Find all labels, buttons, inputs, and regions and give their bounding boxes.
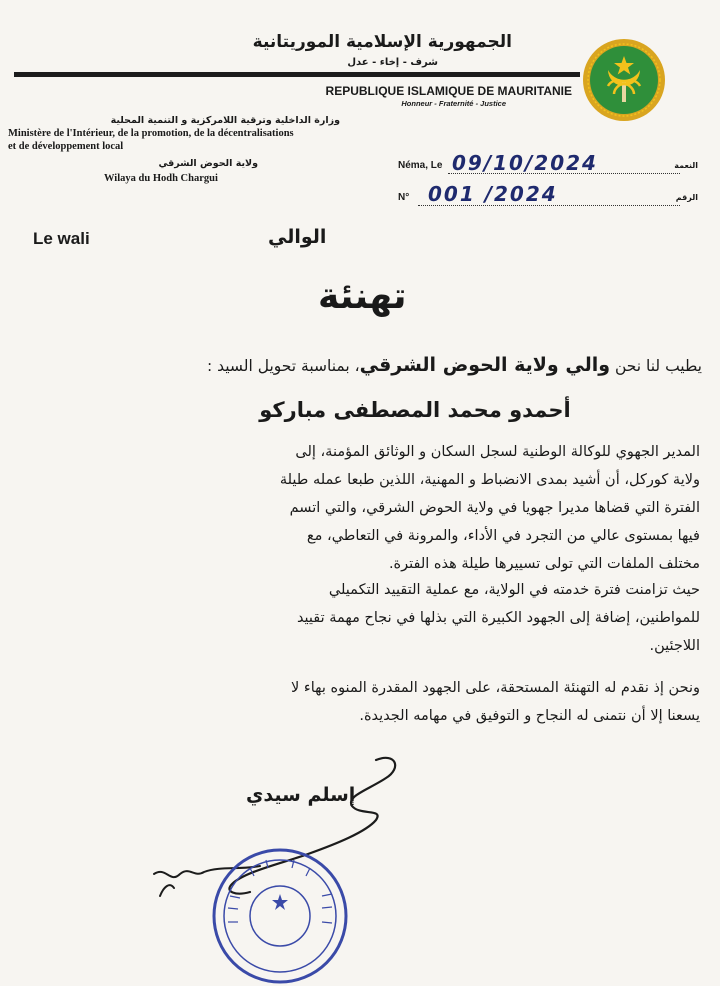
signatory-name: إسلم سيدي (246, 784, 356, 806)
paragraph-1 (12, 438, 700, 578)
sender-fr: Le wali (33, 229, 90, 248)
paragraph-line: فيها بمستوى عالي من التجرد في الأداء، والمرونة في التعاطي، مع (306, 528, 700, 544)
paragraph-3 (12, 674, 700, 730)
intro-emphasis: والي ولاية الحوض الشرقي (359, 354, 611, 376)
paragraph-line: مختلف الملفات التي تولى تسييرها طيلة هذه الفترة. (388, 556, 700, 572)
number-field (398, 182, 698, 208)
paragraph-line: للمواطنين، إضافة إلى الجهود الكبيرة التي بذلها في نجاح مهمة تقييد (296, 610, 700, 626)
ministry-fr-line1: Ministère de l'Intérieur, de la promotion, de la décentralisations (8, 128, 294, 139)
document-title: تهنئة (318, 276, 407, 317)
republic-motto-ar: شرف - إخاء - عدل (347, 57, 438, 68)
date-label-ar: النعمة (674, 161, 698, 170)
date-field (398, 151, 698, 177)
republic-motto-fr: Honneur - Fraternité - Justice (401, 99, 506, 108)
paragraph-line: اللاجئين. (649, 638, 700, 654)
wilaya-name-fr: Wilaya du Hodh Chargui (104, 173, 218, 184)
republic-title-ar: الجمهورية الإسلامية الموريتانية (252, 32, 512, 52)
number-value: 001 /2024 (428, 182, 558, 206)
number-label: N° (398, 192, 410, 203)
intro-before: يطيب لنا نحن (614, 357, 702, 375)
intro-after: ، بمناسبة تحويل السيد : (206, 357, 360, 375)
intro-line (42, 354, 702, 376)
ministry-name-fr (8, 127, 348, 153)
paragraph-line: ولاية كوركل، أن أشيد بمدى الانضباط و المهنية، اللذين طبعا عمله طيلة (279, 472, 700, 488)
paragraph-line: يسعنا إلا أن نتمنى له النجاح و التوفيق في مهامه الجديدة. (359, 708, 700, 724)
ministry-fr-line2: et de développement local (8, 141, 124, 152)
paragraph-2 (12, 576, 700, 660)
paragraph-line: المدير الجهوي للوكالة الوطنية لسجل السكان و الوثائق المؤمنة، إلى (295, 444, 700, 460)
sender-ar: الوالي (268, 226, 327, 248)
ministry-name-ar: وزارة الداخلية وترقية اللامركزية و التنمية المحلية (110, 115, 340, 126)
number-label-ar: الرقم (675, 193, 698, 202)
republic-title-fr: REPUBLIQUE ISLAMIQUE DE MAURITANIE (325, 84, 572, 98)
date-value: 09/10/2024 (452, 151, 598, 175)
mauritania-seal-icon (582, 38, 666, 122)
paragraph-line: ونحن إذ نقدم له التهنئة المستحقة، على الجهود المقدرة المنوه بهاء لا (291, 680, 700, 696)
header-rule (14, 72, 580, 77)
paragraph-line: الفترة التي قضاها مديرا جهويا في ولاية الحوض الشرقي، والتي اتسم (289, 500, 700, 516)
honoree-name: أحمدو محمد المصطفى مباركو (259, 398, 571, 422)
wilaya-name-ar: ولاية الحوض الشرقي (158, 158, 258, 169)
paragraph-line: حيث تزامنت فترة خدمته في الولاية، مع عملية التقييد التكميلي (328, 582, 700, 598)
date-label: Néma, Le (398, 160, 443, 171)
official-stamp (210, 846, 350, 986)
